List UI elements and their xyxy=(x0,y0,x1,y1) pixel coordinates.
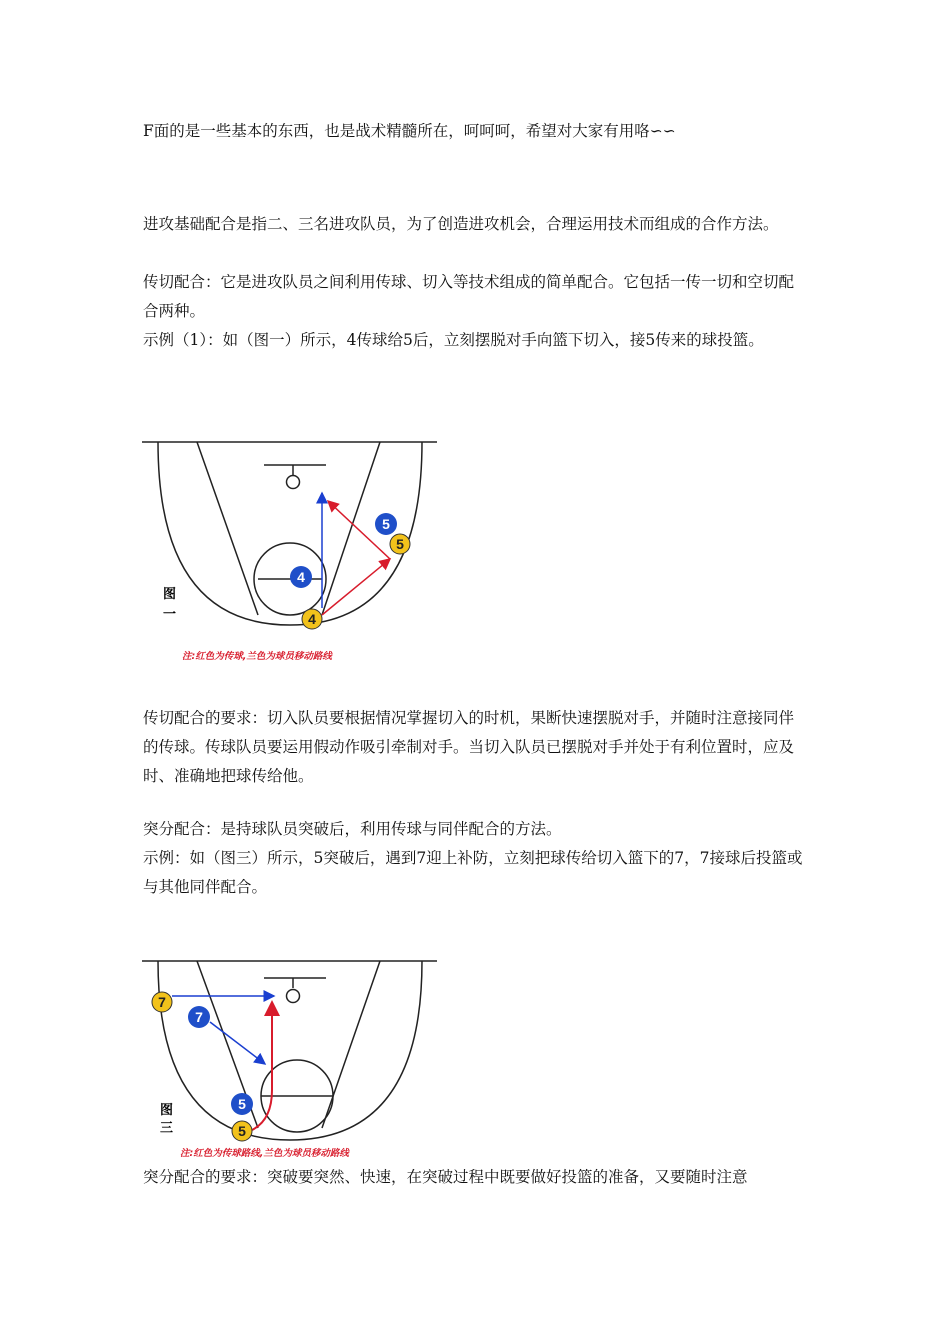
red-pass-line xyxy=(252,1002,272,1130)
svg-text:4: 4 xyxy=(308,611,316,627)
figure-1-note: 注:红色为传球,兰色为球员移动路线 xyxy=(182,651,332,662)
definition-paragraph: 进攻基础配合是指二、三名进攻队员，为了创造进攻机会，合理运用技术而组成的合作方法。 xyxy=(143,215,779,233)
court-lines xyxy=(142,961,437,1140)
svg-text:4: 4 xyxy=(297,569,305,585)
figure-1-label-top: 图 xyxy=(163,587,177,602)
svg-text:5: 5 xyxy=(238,1096,246,1112)
pass-cut-paragraph: 传切配合：它是进攻队员之间利用传球、切入等技术组成的简单配合。它包括一传一切和空切配合两种。 xyxy=(143,273,795,320)
figure-3-label-top: 图 xyxy=(160,1103,174,1118)
pass-cut-requirements-paragraph: 传切配合的要求：切入队员要根据情况掌握切入的时机，果断快速摆脱对手，并随时注意接同伴的传球。传球队员要运用假动作吸引牵制对手。当切入队员已摆脱对手并处于有利位置时，应及时、准确地把球传给他。 xyxy=(143,709,795,785)
svg-text:5: 5 xyxy=(382,516,390,532)
court-lines xyxy=(142,442,437,625)
svg-text:5: 5 xyxy=(238,1123,246,1139)
example-1-paragraph: 示例（1）：如（图一）所示，4传球给5后，立刻摆脱对手向篮下切入，接5传来的球投篮。 xyxy=(143,331,764,349)
svg-text:7: 7 xyxy=(195,1009,203,1025)
defense-player-5 xyxy=(375,513,397,535)
defense-player-5 xyxy=(231,1093,253,1115)
offense-player-7 xyxy=(152,992,172,1012)
defense-player-7 xyxy=(188,1006,210,1028)
svg-text:5: 5 xyxy=(396,536,404,552)
figure-3-diagram xyxy=(140,950,440,1162)
intro-paragraph: F面的是一些基本的东西，也是战术精髓所在，呵呵呵，希望对大家有用咯∽∽ xyxy=(143,122,676,140)
offense-player-5 xyxy=(390,534,410,554)
example-2-paragraph: 示例：如（图三）所示，5突破后，遇到7迎上补防，立刻把球传给切入篮下的7，7接球后投篮或与其他同伴配合。 xyxy=(143,849,803,896)
figure-1-diagram xyxy=(140,435,440,665)
breakthrough-requirements-paragraph: 突分配合的要求：突破要突然、快速，在突破过程中既要做好投篮的准备，又要随时注意 xyxy=(143,1168,748,1186)
defense-player-4 xyxy=(290,566,312,588)
breakthrough-paragraph: 突分配合：是持球队员突破后，利用传球与同伴配合的方法。 xyxy=(143,820,562,838)
svg-text:7: 7 xyxy=(158,994,166,1010)
figure-3-label-bottom: 三 xyxy=(160,1121,174,1136)
figure-3-note: 注:红色为传球路线,兰色为球员移动路线 xyxy=(180,1148,349,1159)
offense-player-4 xyxy=(302,609,322,629)
offense-player-5 xyxy=(232,1121,252,1141)
figure-1-label-bottom: 一 xyxy=(163,607,177,622)
